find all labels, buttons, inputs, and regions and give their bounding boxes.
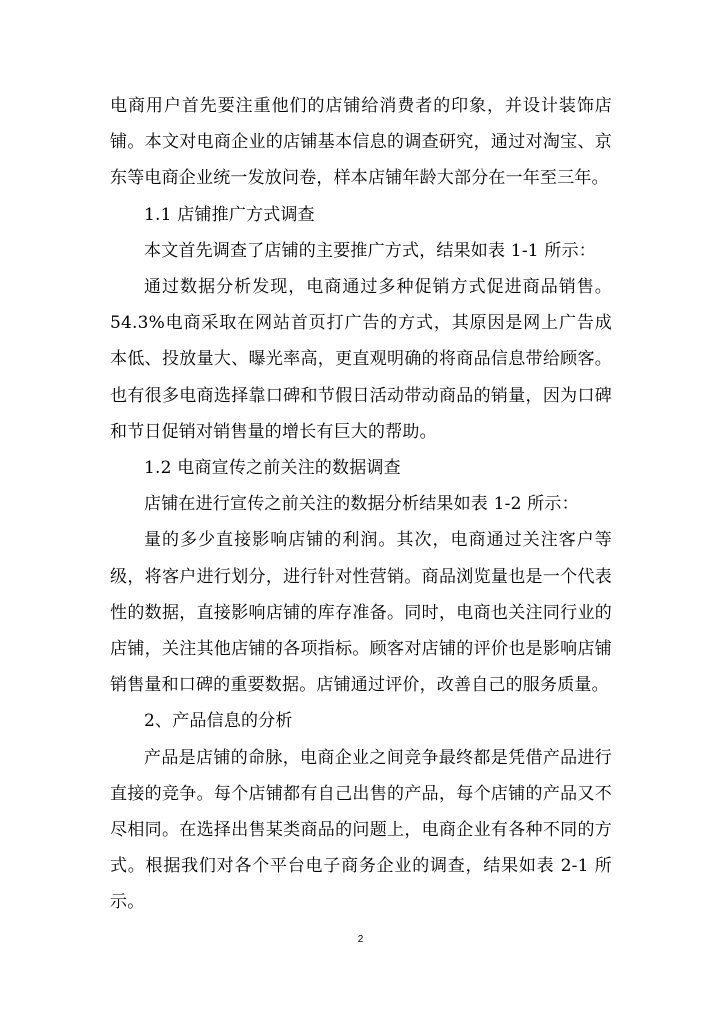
paragraph-data-analysis: 量的多少直接影响店铺的利润。其次，电商通过关注客户等级，将客户进行划分，进行针对性营销。商品浏览量也是一个代表性的数据，直接影响店铺的库存准备。同时，电商也关注同行业的店铺，关注其他店铺的各项指标。顾客对店铺的评价也是影响店铺销售量和口碑的重要数据。店铺通过评价，改善自己的服务质量。 xyxy=(110,530,612,696)
document-body xyxy=(110,88,612,921)
section-heading-2: 2、产品信息的分析 xyxy=(144,711,293,732)
paragraph-table-1-1-intro: 本文首先调查了店铺的主要推广方式，结果如表 1-1 所示： xyxy=(144,240,596,261)
section-heading-1-1: 1.1 店铺推广方式调查 xyxy=(144,204,315,225)
section-heading-1-2: 1.2 电商宣传之前关注的数据调查 xyxy=(144,458,401,479)
paragraph-table-1-2-intro: 店铺在进行宣传之前关注的数据分析结果如表 1-2 所示： xyxy=(144,494,579,515)
paragraph-product-analysis: 产品是店铺的命脉，电商企业之间竞争最终都是凭借产品进行直接的竞争。每个店铺都有自己出售的产品，每个店铺的产品又不尽相同。在选择出售某类商品的问题上，电商企业有各种不同的方式。根据我们对各个平台电子商务企业的调查，结果如表 2-1 所示。 xyxy=(110,747,612,913)
paragraph-intro: 电商用户首先要注重他们的店铺给消费者的印象，并设计装饰店铺。本文对电商企业的店铺基本信息的调查研究，通过对淘宝、京东等电商企业统一发放问卷，样本店铺年龄大部分在一年至三年。 xyxy=(110,96,612,189)
paragraph-promotion-analysis: 通过数据分析发现，电商通过多种促销方式促进商品销售。54.3%电商采取在网站首页打广告的方式，其原因是网上广告成本低、投放量大、曝光率高，更直观明确的将商品信息带给顾客。也有很多电商选择靠口碑和节假日活动带动商品的销量，因为口碑和节日促销对销售量的增长有巨大的帮助。 xyxy=(110,277,612,442)
page-number: 2 xyxy=(357,934,364,945)
